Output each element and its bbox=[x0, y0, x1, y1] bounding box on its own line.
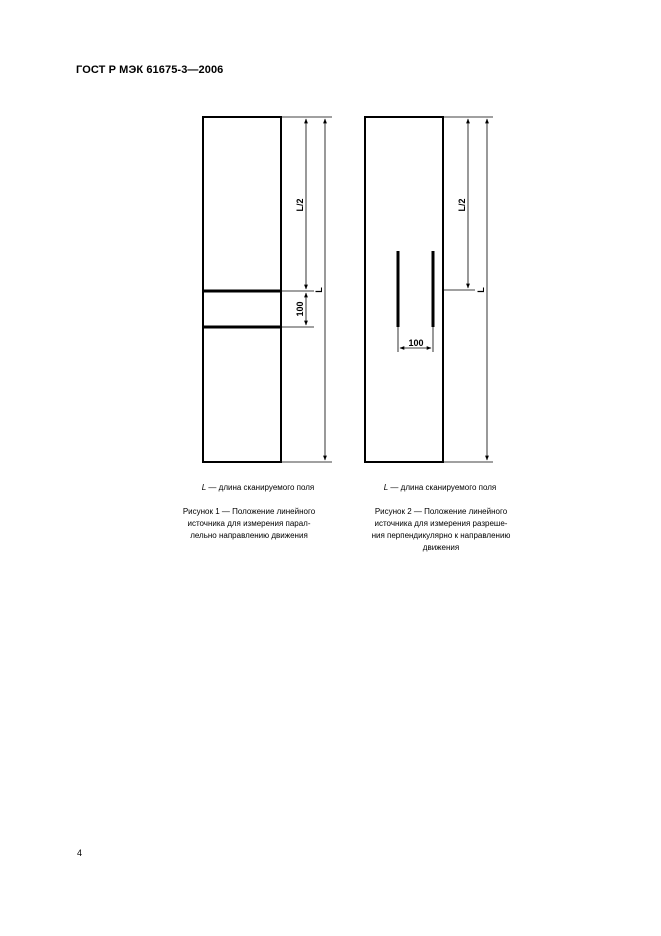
figure-1-legend bbox=[170, 483, 346, 493]
figure-2-caption-line: ния перпендикулярно к направлению bbox=[371, 531, 511, 540]
figure-2-legend-text: — длина сканируемого поля bbox=[388, 483, 497, 492]
figure-2-caption bbox=[346, 506, 536, 554]
figure-1-dim-100-label: 100 bbox=[295, 301, 305, 317]
figure-1-caption-line: Рисунок 1 — Положение линейного bbox=[182, 507, 316, 516]
figure-2-legend-symbol: L bbox=[383, 483, 389, 492]
figure-1-drawing bbox=[203, 117, 332, 462]
figure-2-caption-line: Рисунок 2 — Положение линейного bbox=[374, 507, 508, 516]
figure-1-legend-symbol: L bbox=[201, 483, 207, 492]
figure-1-dim-half-label: L/2 bbox=[295, 198, 305, 212]
figure-1-caption bbox=[158, 506, 340, 542]
figure-1-caption-line: источника для измерения парал- bbox=[187, 519, 311, 528]
figure-2-caption-line: движения bbox=[422, 543, 460, 552]
figure-2-caption-line: источника для измерения разреше- bbox=[374, 519, 508, 528]
figure-2-legend bbox=[352, 483, 528, 493]
page-number: 4 bbox=[77, 848, 83, 858]
figure-1-caption-line: лельно направлению движения bbox=[190, 531, 308, 540]
figure-2-scan-field bbox=[365, 117, 443, 462]
figure-2-dim-full-label: L bbox=[476, 287, 486, 293]
figure-2-dim-100-label: 100 bbox=[408, 338, 424, 348]
standard-code: ГОСТ Р МЭК 61675-3—2006 bbox=[76, 64, 224, 76]
figure-1-legend-text: — длина сканируемого поля bbox=[206, 483, 315, 492]
figure-2-dim-half-label: L/2 bbox=[457, 198, 467, 212]
figure-2-drawing bbox=[365, 117, 493, 462]
figure-1-dim-full-label: L bbox=[314, 287, 324, 293]
